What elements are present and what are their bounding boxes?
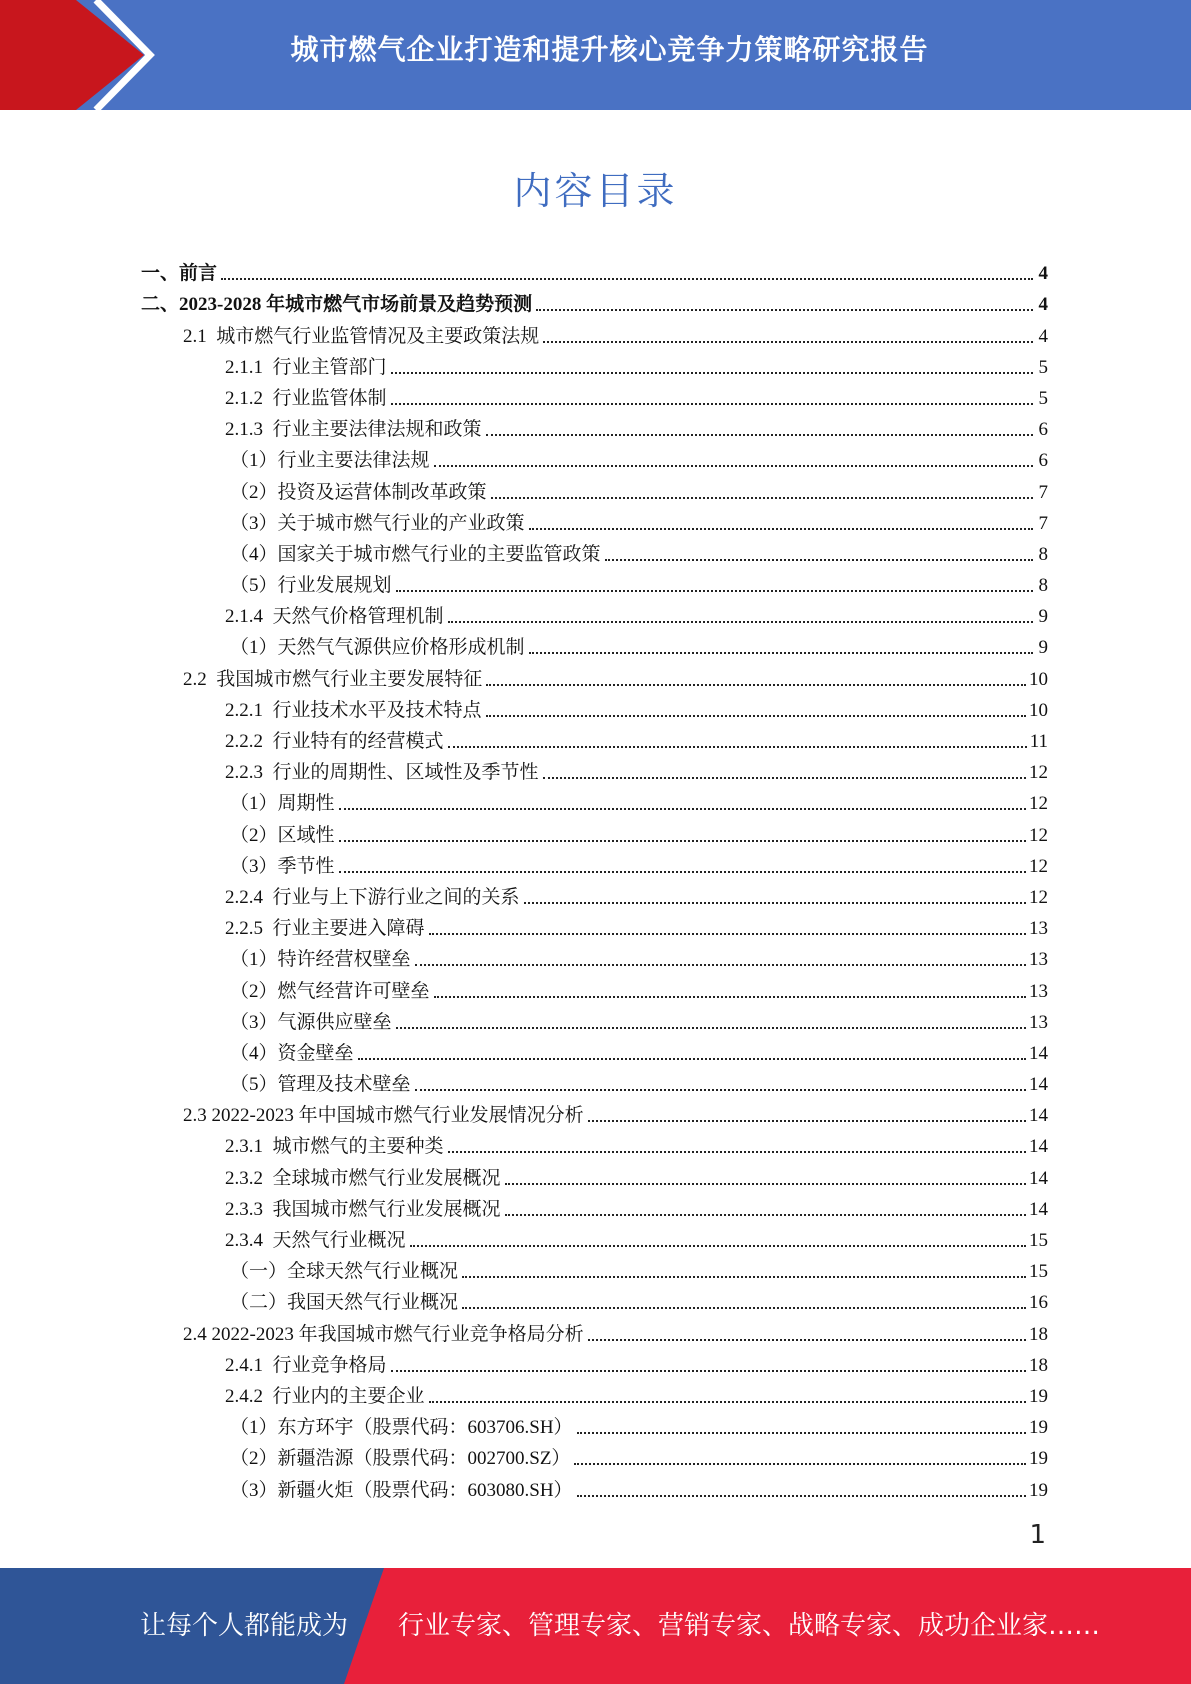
- toc-entry-page: 14: [1029, 1074, 1048, 1096]
- page-number: 1: [1029, 1520, 1046, 1550]
- toc-entry[interactable]: [141, 1346, 1048, 1377]
- toc-entry-label: （3）气源供应壁垒: [230, 1011, 392, 1033]
- report-title: 城市燃气企业打造和提升核心竞争力策略研究报告: [290, 33, 929, 66]
- toc-entry-label: （5）管理及技术壁垒: [230, 1074, 411, 1096]
- toc-dot-leader: [410, 1245, 1026, 1247]
- toc-entry-label: 2.1.2 行业监管体制: [225, 387, 387, 409]
- toc-entry-page: 8: [1038, 575, 1048, 597]
- toc-entry[interactable]: [141, 909, 1048, 940]
- toc-dot-leader: [536, 309, 1033, 311]
- toc-entry-page: 19: [1029, 1479, 1048, 1501]
- toc-entry-label: （1）行业主要法律法规: [230, 450, 430, 472]
- toc-entry-label: 2.3 2022-2023 年中国城市燃气行业发展情况分析: [183, 1105, 584, 1127]
- toc-entry[interactable]: [141, 691, 1048, 722]
- page-footer: [0, 1568, 1191, 1684]
- toc-entry-page: 9: [1038, 637, 1048, 659]
- toc-dot-leader: [529, 652, 1033, 654]
- toc-entry-label: 2.2.3 行业的周期性、区域性及季节性: [225, 762, 539, 784]
- toc-dot-leader: [486, 684, 1026, 686]
- toc-entry-page: 19: [1029, 1417, 1048, 1439]
- toc-dot-leader: [448, 621, 1033, 623]
- toc-entry[interactable]: [141, 1003, 1048, 1034]
- toc-dot-leader: [588, 1120, 1026, 1122]
- toc-entry[interactable]: [141, 1439, 1048, 1470]
- toc-entry-label: 2.3.4 天然气行业概况: [225, 1230, 406, 1251]
- toc-entry[interactable]: [141, 1408, 1048, 1439]
- toc-entry-label: （3）新疆火炬（股票代码：603080.SH）: [230, 1479, 573, 1501]
- toc-entry-label: 2.1.1 行业主管部门: [225, 356, 387, 378]
- toc-entry[interactable]: [141, 940, 1048, 971]
- toc-entry-label: （2）新疆浩源（股票代码：002700.SZ）: [230, 1448, 571, 1470]
- toc-dot-leader: [543, 777, 1026, 779]
- toc-entry-label: （4）国家关于城市燃气行业的主要监管政策: [230, 543, 601, 565]
- toc-entry[interactable]: [141, 784, 1048, 815]
- toc-entry[interactable]: [141, 628, 1048, 659]
- toc-dot-leader: [462, 1307, 1026, 1309]
- toc-dot-leader: [434, 996, 1026, 998]
- toc-dot-leader: [577, 1432, 1026, 1434]
- toc-dot-leader: [577, 1495, 1026, 1497]
- page-header: [0, 0, 1191, 110]
- toc-dot-leader: [505, 1214, 1026, 1216]
- toc-entry-page: 13: [1029, 918, 1048, 940]
- toc-entry-page: 11: [1029, 731, 1048, 752]
- toc-dot-leader: [339, 808, 1026, 810]
- toc-entry-page: 15: [1029, 1230, 1048, 1251]
- toc-entry-page: 18: [1029, 1354, 1048, 1376]
- toc-entry[interactable]: [141, 1377, 1048, 1408]
- toc-dot-leader: [491, 497, 1033, 499]
- toc-entry-label: （2）燃气经营许可壁垒: [230, 980, 430, 1002]
- toc-entry[interactable]: [141, 535, 1048, 566]
- footer-slogan-left: 让每个人都能成为: [140, 1611, 349, 1641]
- toc-dot-leader: [462, 1276, 1026, 1278]
- toc-entry-page: 5: [1038, 387, 1048, 409]
- toc-entry-page: 12: [1029, 824, 1048, 846]
- toc-entry-label: 2.1.3 行业主要法律法规和政策: [225, 419, 482, 441]
- toc-dot-leader: [358, 1058, 1026, 1060]
- toc-entry-page: 9: [1038, 606, 1048, 628]
- toc-entry-label: 2.4.1 行业竞争格局: [225, 1354, 387, 1376]
- table-of-contents: [141, 254, 1048, 1502]
- toc-entry-label: 2.3.2 全球城市燃气行业发展概况: [225, 1167, 501, 1189]
- toc-entry-page: 7: [1038, 481, 1048, 503]
- toc-dot-leader: [396, 590, 1033, 592]
- toc-entry[interactable]: [141, 847, 1048, 878]
- toc-entry-page: 6: [1038, 450, 1048, 472]
- toc-entry[interactable]: [141, 1190, 1048, 1221]
- toc-entry-page: 10: [1029, 668, 1048, 690]
- toc-dot-leader: [505, 1183, 1026, 1185]
- toc-heading: 内容目录: [513, 169, 678, 213]
- toc-entry-label: （1）特许经营权壁垒: [230, 949, 411, 971]
- toc-dot-leader: [429, 933, 1026, 935]
- toc-dot-leader: [221, 278, 1033, 280]
- toc-entry[interactable]: [141, 1034, 1048, 1065]
- toc-entry[interactable]: [141, 1470, 1048, 1501]
- toc-entry-label: （3）季节性: [230, 855, 335, 877]
- toc-entry[interactable]: [141, 1096, 1048, 1127]
- toc-entry-label: 2.4 2022-2023 年我国城市燃气行业竞争格局分析: [183, 1323, 584, 1345]
- toc-entry-page: 19: [1029, 1385, 1048, 1407]
- toc-dot-leader: [339, 871, 1026, 873]
- toc-dot-leader: [415, 1089, 1026, 1091]
- toc-entry-page: 14: [1029, 1198, 1048, 1220]
- toc-entry[interactable]: [141, 722, 1048, 753]
- footer-slogan-right: 行业专家、管理专家、营销专家、战略专家、成功企业家……: [398, 1611, 1101, 1641]
- toc-dot-leader: [486, 434, 1033, 436]
- toc-entry[interactable]: [141, 1065, 1048, 1096]
- toc-entry-page: 14: [1029, 1042, 1048, 1064]
- toc-entry-page: 8: [1038, 543, 1048, 565]
- toc-entry[interactable]: [141, 379, 1048, 410]
- toc-entry[interactable]: [141, 1127, 1048, 1158]
- toc-entry[interactable]: [141, 1252, 1048, 1283]
- toc-dot-leader: [391, 1370, 1026, 1372]
- toc-entry-page: 6: [1038, 419, 1048, 441]
- toc-entry-label: （1）东方环宇（股票代码：603706.SH）: [230, 1417, 573, 1439]
- toc-entry[interactable]: [141, 815, 1048, 846]
- toc-entry-page: 13: [1029, 1011, 1048, 1033]
- toc-entry[interactable]: [141, 878, 1048, 909]
- toc-entry[interactable]: [141, 1283, 1048, 1314]
- toc-entry-label: 2.2.2 行业特有的经营模式: [225, 731, 444, 752]
- toc-dot-leader: [543, 341, 1033, 343]
- toc-entry-label: （1）天然气气源供应价格形成机制: [230, 637, 525, 659]
- toc-dot-leader: [574, 1463, 1026, 1465]
- toc-entry-label: 2.1 城市燃气行业监管情况及主要政策法规: [183, 325, 540, 347]
- toc-dot-leader: [524, 902, 1026, 904]
- toc-dot-leader: [396, 1027, 1026, 1029]
- toc-entry[interactable]: [141, 753, 1048, 784]
- toc-entry-label: 2.2.5 行业主要进入障碍: [225, 918, 425, 940]
- toc-entry-page: 4: [1038, 294, 1048, 316]
- toc-entry-page: 14: [1029, 1167, 1048, 1189]
- toc-entry-label: 二、2023-2028 年城市燃气市场前景及趋势预测: [141, 294, 533, 316]
- toc-entry[interactable]: [141, 254, 1048, 285]
- toc-entry-label: （2）投资及运营体制改革政策: [230, 481, 487, 503]
- toc-entry-label: 2.3.1 城市燃气的主要种类: [225, 1136, 444, 1158]
- toc-entry-label: 2.3.3 我国城市燃气行业发展概况: [225, 1198, 501, 1220]
- toc-dot-leader: [429, 1401, 1026, 1403]
- toc-entry-page: 14: [1029, 1136, 1048, 1158]
- toc-dot-leader: [605, 559, 1033, 561]
- toc-entry-page: 19: [1029, 1448, 1048, 1470]
- toc-dot-leader: [391, 403, 1033, 405]
- toc-entry-label: （3）关于城市燃气行业的产业政策: [230, 512, 525, 534]
- toc-entry[interactable]: [141, 659, 1048, 690]
- toc-entry-page: 4: [1038, 325, 1048, 347]
- toc-entry-label: （2）区域性: [230, 824, 335, 846]
- toc-entry-page: 7: [1038, 512, 1048, 534]
- toc-dot-leader: [415, 964, 1026, 966]
- toc-entry-label: （4）资金壁垒: [230, 1042, 354, 1064]
- toc-entry-label: （一）全球天然气行业概况: [230, 1261, 459, 1283]
- toc-entry-page: 13: [1029, 949, 1048, 971]
- toc-entry[interactable]: [141, 597, 1048, 628]
- toc-entry[interactable]: [141, 285, 1048, 316]
- toc-dot-leader: [486, 715, 1026, 717]
- toc-entry-label: 2.2 我国城市燃气行业主要发展特征: [183, 668, 483, 690]
- toc-entry-label: 2.1.4 天然气价格管理机制: [225, 606, 444, 628]
- toc-entry-page: 12: [1029, 793, 1048, 815]
- toc-entry-label: 2.2.1 行业技术水平及技术特点: [225, 699, 482, 721]
- toc-entry[interactable]: [141, 566, 1048, 597]
- toc-entry-label: （1）周期性: [230, 793, 335, 815]
- toc-entry-label: 一、前言: [141, 263, 218, 285]
- toc-entry[interactable]: [141, 1221, 1048, 1252]
- toc-entry-page: 5: [1038, 356, 1048, 378]
- toc-entry-label: 2.4.2 行业内的主要企业: [225, 1385, 425, 1407]
- toc-entry-page: 12: [1029, 855, 1048, 877]
- toc-entry[interactable]: [141, 1158, 1048, 1189]
- toc-entry-page: 16: [1029, 1292, 1048, 1314]
- toc-entry-page: 12: [1029, 762, 1048, 784]
- toc-entry-page: 14: [1029, 1105, 1048, 1127]
- toc-dot-leader: [529, 528, 1033, 530]
- toc-entry-page: 12: [1029, 886, 1048, 908]
- toc-dot-leader: [434, 465, 1033, 467]
- toc-entry[interactable]: [141, 348, 1048, 379]
- toc-entry[interactable]: [141, 971, 1048, 1002]
- toc-entry[interactable]: [141, 441, 1048, 472]
- toc-entry[interactable]: [141, 1314, 1048, 1345]
- toc-entry-page: 18: [1029, 1323, 1048, 1345]
- toc-dot-leader: [448, 746, 1027, 748]
- toc-dot-leader: [391, 372, 1033, 374]
- toc-dot-leader: [339, 840, 1026, 842]
- toc-entry[interactable]: [141, 504, 1048, 535]
- toc-dot-leader: [448, 1151, 1026, 1153]
- toc-entry[interactable]: [141, 472, 1048, 503]
- toc-entry-label: （5）行业发展规划: [230, 575, 392, 597]
- toc-entry-label: 2.2.4 行业与上下游行业之间的关系: [225, 886, 520, 908]
- toc-entry-page: 15: [1029, 1261, 1048, 1283]
- toc-entry-page: 4: [1038, 263, 1048, 285]
- toc-dot-leader: [588, 1339, 1026, 1341]
- toc-entry-page: 13: [1029, 980, 1048, 1002]
- toc-entry[interactable]: [141, 410, 1048, 441]
- toc-entry[interactable]: [141, 316, 1048, 347]
- toc-entry-label: （二）我国天然气行业概况: [230, 1292, 459, 1314]
- toc-entry-page: 10: [1029, 699, 1048, 721]
